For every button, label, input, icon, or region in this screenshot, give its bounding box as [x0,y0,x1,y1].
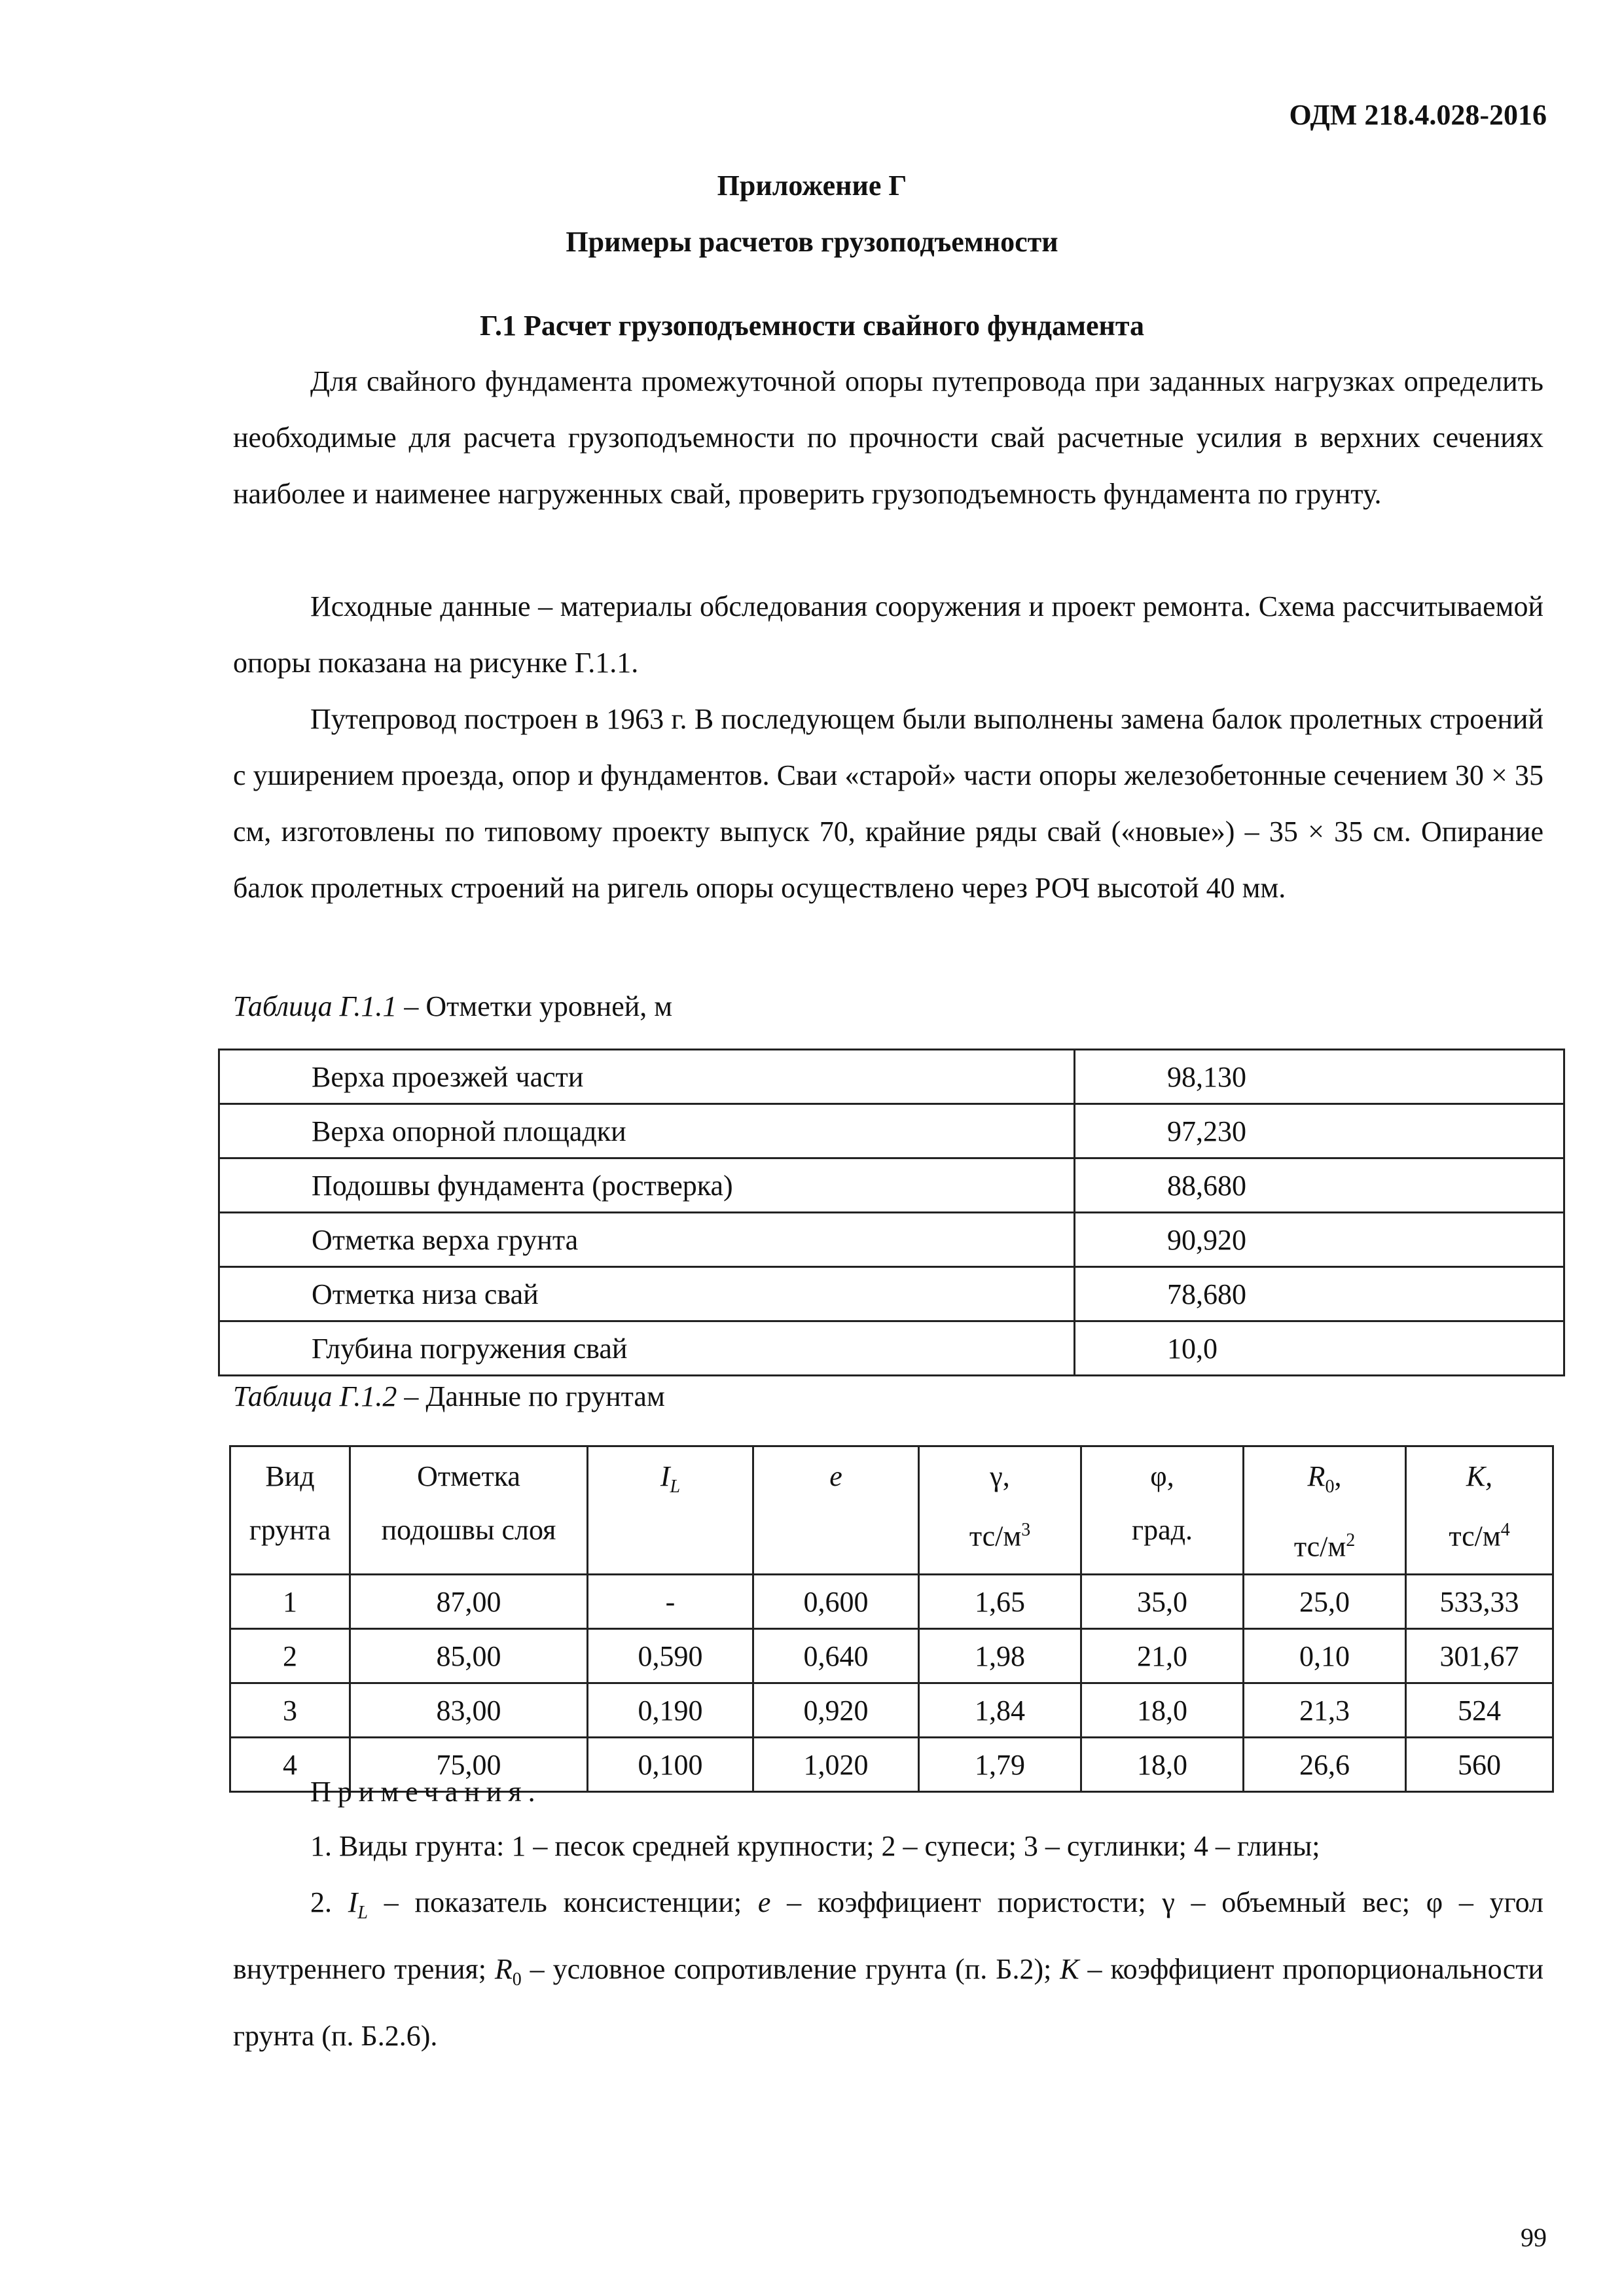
note-1: 1. Виды грунта: 1 – песок средней крупности; 2 – супеси; 3 – суглинки; 4 – глины; [310,1830,1320,1862]
paragraph-task: Для свайного фундамента промежуточной опоры путепровода при заданных нагрузках определить необходимые для расчета грузоподъемности по прочности свай расчетные усилия в верхних сечениях наиболее и наименее нагруженных свай, проверить грузоподъемность фундамента по грунту. [233,365,1543,510]
paragraph-source-data: Исходные данные – материалы обследования сооружения и проект ремонта. Схема рассчитываемой опоры показана на рисунке Г.1.1. [233,590,1543,679]
table-row [219,1104,1564,1158]
table-cell: Подошвы фундамента (ростверка) [219,1158,1075,1213]
table-cell: 78,680 [1075,1267,1564,1321]
table-cell: Верха опорной площадки [219,1104,1075,1158]
note-subscript: L [357,1902,368,1923]
table-cell: 1,79 [919,1738,1081,1792]
table-cell: 98,130 [1075,1050,1564,1104]
table-cell: 4 [230,1738,350,1792]
header-soil-type [230,1446,350,1575]
header-text: φ, [1150,1460,1174,1492]
header-text: γ, [990,1460,1010,1492]
table-row [219,1321,1564,1376]
header-layer-bottom [350,1446,588,1575]
table-cell: 1,98 [919,1629,1081,1683]
notes-title: Примечания. [310,1776,542,1808]
table-cell: 21,3 [1244,1683,1406,1738]
table1-caption [233,990,672,1023]
note-text: – коэффициент пористости; γ – объемный вес; φ – угол внутреннего трения; [233,1886,1544,1985]
table-cell: 0,600 [753,1575,919,1629]
table-cell: 1,020 [753,1738,919,1792]
table-cell: 83,00 [350,1683,588,1738]
header-text: e [829,1460,842,1492]
note-subscript: 0 [512,1969,522,1990]
note-symbol: I [348,1886,358,1918]
header-text: грунта [249,1514,331,1546]
table-cell: 560 [1406,1738,1553,1792]
soil-data-table [229,1445,1554,1793]
table-row [219,1158,1564,1213]
table-cell: Отметка верха грунта [219,1213,1075,1267]
table-cell: 10,0 [1075,1321,1564,1376]
note-text: – условное сопротивление грунта (п. Б.2); [521,1952,1060,1985]
section-title: Г.1 Расчет грузоподъемности свайного фундамента [480,310,1144,342]
table-cell: Глубина погружения свай [219,1321,1075,1376]
note-symbol: R [494,1952,513,1985]
table-cell: Отметка низа свай [219,1267,1075,1321]
table-cell: 26,6 [1244,1738,1406,1792]
table-cell: 524 [1406,1683,1553,1738]
table-row [230,1575,1553,1629]
header-gamma [919,1446,1081,1575]
table-cell: 1 [230,1575,350,1629]
table-cell: 0,100 [588,1738,753,1792]
header-text: , [1334,1460,1342,1492]
table-cell: 18,0 [1081,1683,1244,1738]
table-cell: 97,230 [1075,1104,1564,1158]
header-text: R [1307,1460,1326,1492]
table2-caption-text: – Данные по грунтам [397,1380,665,1412]
table-cell: 88,680 [1075,1158,1564,1213]
table-cell: 0,590 [588,1629,753,1683]
header-text: тс/м [969,1520,1022,1552]
table-cell: 25,0 [1244,1575,1406,1629]
table-cell: 18,0 [1081,1738,1244,1792]
table-cell: 533,33 [1406,1575,1553,1629]
header-superscript: 4 [1500,1520,1510,1540]
header-text: тс/м [1293,1530,1346,1563]
header-il [588,1446,753,1575]
header-text: K, [1466,1460,1493,1492]
note-symbol: e [757,1886,771,1918]
header-text: град. [1132,1514,1193,1546]
header-subscript: L [670,1476,681,1497]
table-cell: 0,10 [1244,1629,1406,1683]
page-number: 99 [1521,2223,1547,2252]
table-row [219,1213,1564,1267]
header-k [1406,1446,1553,1575]
document-code: ОДМ 218.4.028-2016 [1289,99,1547,131]
note-2 [233,1874,1543,2064]
header-subscript: 0 [1325,1476,1335,1497]
table-cell: 301,67 [1406,1629,1553,1683]
table-cell: 3 [230,1683,350,1738]
table-row [219,1267,1564,1321]
table-header-row [230,1446,1553,1575]
table-row [230,1683,1553,1738]
table-cell: 1,84 [919,1683,1081,1738]
table-cell: 87,00 [350,1575,588,1629]
header-phi [1081,1446,1244,1575]
levels-table [218,1049,1565,1376]
header-r0 [1244,1446,1406,1575]
table-row [219,1050,1564,1104]
note-text: – показатель консистенции; [368,1886,758,1918]
header-superscript: 3 [1021,1520,1031,1540]
table-row [230,1629,1553,1683]
appendix-label: Приложение Г [717,170,907,202]
header-superscript: 2 [1346,1530,1356,1551]
table-cell: - [588,1575,753,1629]
note-text: 2. [310,1886,348,1918]
note-symbol: K [1060,1952,1079,1985]
table-cell: 0,190 [588,1683,753,1738]
header-text: Отметка [417,1460,520,1492]
header-text: Вид [265,1460,315,1492]
table2-caption-label: Таблица Г.1.2 [233,1380,397,1412]
header-text: подошвы слоя [381,1514,556,1546]
table-cell: 1,65 [919,1575,1081,1629]
table-cell: Верха проезжей части [219,1050,1075,1104]
table-cell: 2 [230,1629,350,1683]
table1-caption-text: – Отметки уровней, м [397,990,673,1022]
table-cell: 0,920 [753,1683,919,1738]
table-cell: 35,0 [1081,1575,1244,1629]
header-text: тс/м [1449,1520,1501,1552]
table-cell: 90,920 [1075,1213,1564,1267]
appendix-title: Примеры расчетов грузоподъемности [566,226,1058,258]
table1-caption-label: Таблица Г.1.1 [233,990,397,1022]
table2-caption [233,1380,665,1413]
note-text: – коэффициент пропорциональности грунта (п. Б.2.6). [233,1952,1543,2052]
header-text: I [660,1460,670,1492]
header-e [753,1446,919,1575]
paragraph-history: Путепровод построен в 1963 г. В последующем были выполнены замена балок пролетных строений с уширением проезда, опор и фундаментов. Сваи «старой» части опоры железобетонные сечением 30 × 35 см, изготовлены по типовому проекту выпуск 70, крайние ряды свай («новые») – 35 × 35 см. Опирание балок пролетных строений на ригель опоры осуществлено через РОЧ высотой 40 мм. [233,703,1543,904]
table-cell: 85,00 [350,1629,588,1683]
table-cell: 21,0 [1081,1629,1244,1683]
table-cell: 0,640 [753,1629,919,1683]
table-cell: 75,00 [350,1738,588,1792]
